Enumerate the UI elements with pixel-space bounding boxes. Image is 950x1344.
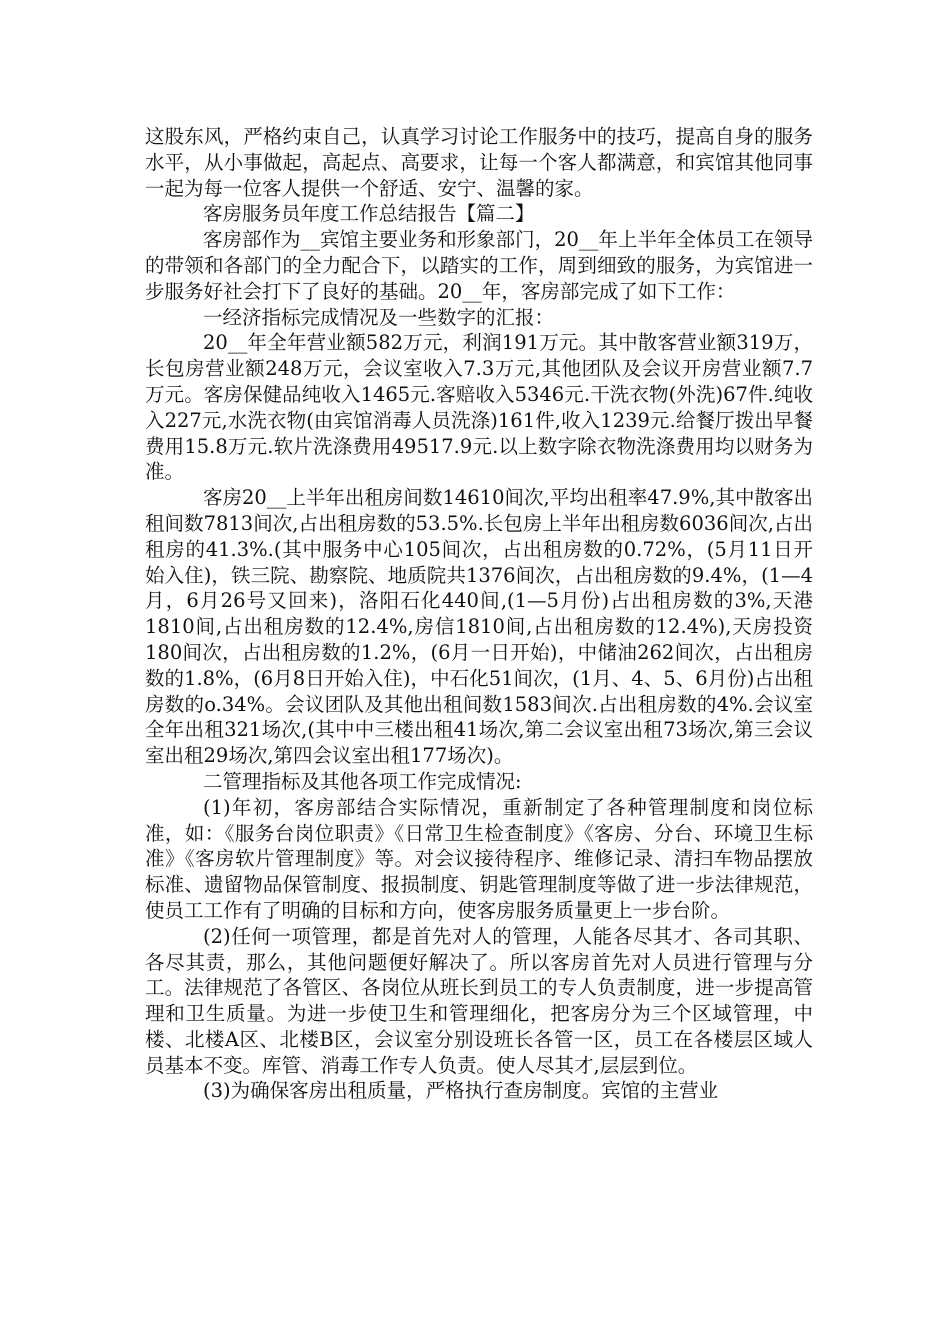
paragraph-occupancy: 客房20__上半年出租房间数14610间次,平均出租率47.9%,其中散客出租间数7813间次,占出租房数的53.5%.长包房上半年出租房数6036间次,占出租房的41.3%.(其中服务中心105间次，占出租房数的0.72%，(5月11日开始入住)，铁三院、勘察院、地质院共1376间次，占出租房数的9.4%，(1—4月，6月26号又回来)，洛阳石化440间,(1—5月份)占出租房数的3%,天港1810间,占出租房数的12.4%,房信1810间,占出租房数的12.4%),天房投资180间次，占出租房数的1.2%，(6月一日开始)，中储油262间次，占出租房数的1.8%，(6月8日开始入住)，中石化51间次，(1月、4、5、6月份)占出租房数的o.34%。会议团队及其他出租间数1583间次.占出租房数的4%.会议室全年出租321场次,(其中中三楼出租41场次,第二会议室出租73场次,第三会议室出租29场次,第四会议室出租177场次)。 <box>145 486 813 768</box>
section-heading: 客房服务员年度工作总结报告【篇二】 <box>203 202 535 226</box>
subsection-heading-management: 二管理指标及其他各项工作完成情况: <box>203 769 522 793</box>
paragraph-item-2: (2)任何一项管理，都是首先对人的管理，人能各尽其才、各司其职、各尽其责，那么，其他问题便好解决了。所以客房首先对人员进行管理与分工。法律规范了各管区、各岗位从班长到员工的专人负责制度，进一步提高管理和卫生质量。为进一步使卫生和管理细化，把客房分为三个区域管理，中楼、北楼A区、北楼B区，会议室分别设班长各管一区，员工在各楼层区域人员基本不变。库管、消毒工作专人负责。使人尽其才,层层到位。 <box>145 924 813 1077</box>
paragraph-revenue: 20__年全年营业额582万元，利润191万元。其中散客营业额319万，长包房营业额248万元，会议室收入7.3万元,其他团队及会议开房营业额7.7万元。客房保健品纯收入1465元.客赔收入5346元.干洗衣物(外洗)67件.纯收入227元,水洗衣物(由宾馆消毒人员洗涤)161件,收入1239元.给餐厅拨出早餐费用15.8万元.软片洗涤费用49517.9元.以上数字除衣物洗涤费用均以财务为准。 <box>145 331 813 484</box>
paragraph-item-3: (3)为确保客房出租质量，严格执行查房制度。宾馆的主营业 <box>203 1079 719 1103</box>
document-body <box>145 124 813 1104</box>
paragraph-item-1: (1)年初，客房部结合实际情况，重新制定了各种管理制度和岗位标准，如：《服务台岗位职责》《日常卫生检查制度》《客房、分台、环境卫生标准》《客房软片管理制度》等。对会议接待程序、维修记录、清扫车物品摆放标准、遗留物品保管制度、报损制度、钥匙管理制度等做了进一步法律规范，使员工工作有了明确的目标和方向，使客房服务质量更上一步台阶。 <box>145 795 813 922</box>
paragraph-continuation: 这股东风，严格约束自己，认真学习讨论工作服务中的技巧，提高自身的服务水平，从小事做起，高起点、高要求，让每一个客人都满意，和宾馆其他同事一起为每一位客人提供一个舒适、安宁、温馨的家。 <box>145 125 813 200</box>
subsection-heading-economic: 一经济指标完成情况及一些数字的汇报： <box>203 305 555 329</box>
paragraph-intro: 客房部作为__宾馆主要业务和形象部门，20__年上半年全体员工在领导的带领和各部门的全力配合下，以踏实的工作，周到细致的服务，为宾馆进一步服务好社会打下了良好的基础。20__年，客房部完成了如下工作： <box>145 228 813 303</box>
